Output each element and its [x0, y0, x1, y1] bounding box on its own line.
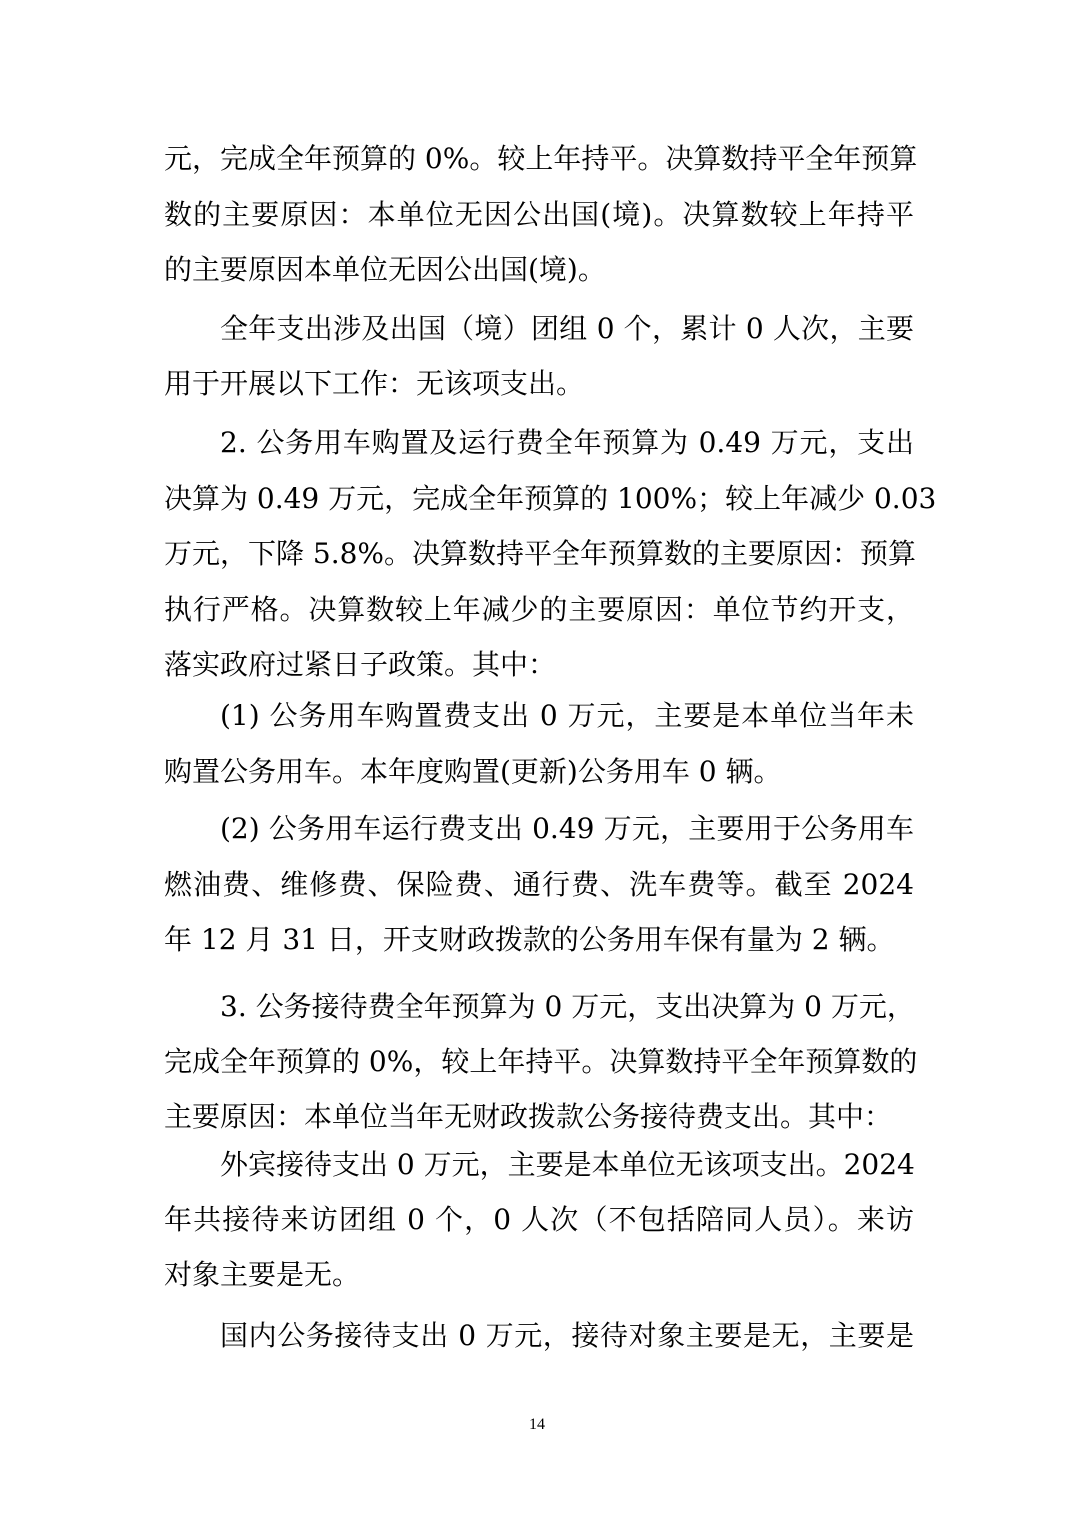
text-line: 万元，下降 5.8%。决算数持平全年预算数的主要原因：预算 [164, 537, 917, 570]
text-line: (2) 公务用车运行费支出 0.49 万元，主要用于公务用车 [220, 812, 914, 845]
text-line: 执行严格。决算数较上年减少的主要原因：单位节约开支， [164, 593, 914, 626]
text-line: 2. 公务用车购置及运行费全年预算为 0.49 万元，支出 [220, 426, 914, 459]
text-line: 数的主要原因：本单位无因公出国(境)。决算数较上年持平 [164, 198, 914, 231]
text-line: 的主要原因本单位无因公出国(境)。 [164, 253, 606, 286]
text-line: 完成全年预算的 0%，较上年持平。决算数持平全年预算数的 [164, 1045, 918, 1078]
text-line: 年 12 月 31 日，开支财政拨款的公务用车保有量为 2 辆。 [164, 923, 895, 956]
text-line: 年共接待来访团组 0 个，0 人次（不包括陪同人员）。来访 [164, 1203, 914, 1236]
text-line: 元，完成全年预算的 0%。较上年持平。决算数持平全年预算 [164, 142, 918, 175]
text-line: 外宾接待支出 0 万元，主要是本单位无该项支出。2024 [220, 1148, 915, 1181]
text-line: 燃油费、维修费、保险费、通行费、洗车费等。截至 2024 [164, 868, 914, 901]
text-line: 落实政府过紧日子政策。其中： [164, 648, 557, 681]
text-line: 国内公务接待支出 0 万元，接待对象主要是无，主要是 [220, 1319, 914, 1352]
text-line: 全年支出涉及出国（境）团组 0 个，累计 0 人次，主要 [220, 312, 914, 345]
text-line: (1) 公务用车购置费支出 0 万元，主要是本单位当年未 [220, 699, 914, 732]
text-line: 主要原因：本单位当年无财政拨款公务接待费支出。其中： [164, 1100, 893, 1133]
text-line: 用于开展以下工作：无该项支出。 [164, 367, 585, 400]
text-line: 决算为 0.49 万元，完成全年预算的 100%；较上年减少 0.03 [164, 482, 937, 515]
page-number: 14 [529, 1416, 545, 1433]
text-line: 对象主要是无。 [164, 1258, 361, 1291]
text-line: 购置公务用车。本年度购置(更新)公务用车 0 辆。 [164, 755, 782, 788]
text-line: 3. 公务接待费全年预算为 0 万元，支出决算为 0 万元， [220, 990, 915, 1023]
